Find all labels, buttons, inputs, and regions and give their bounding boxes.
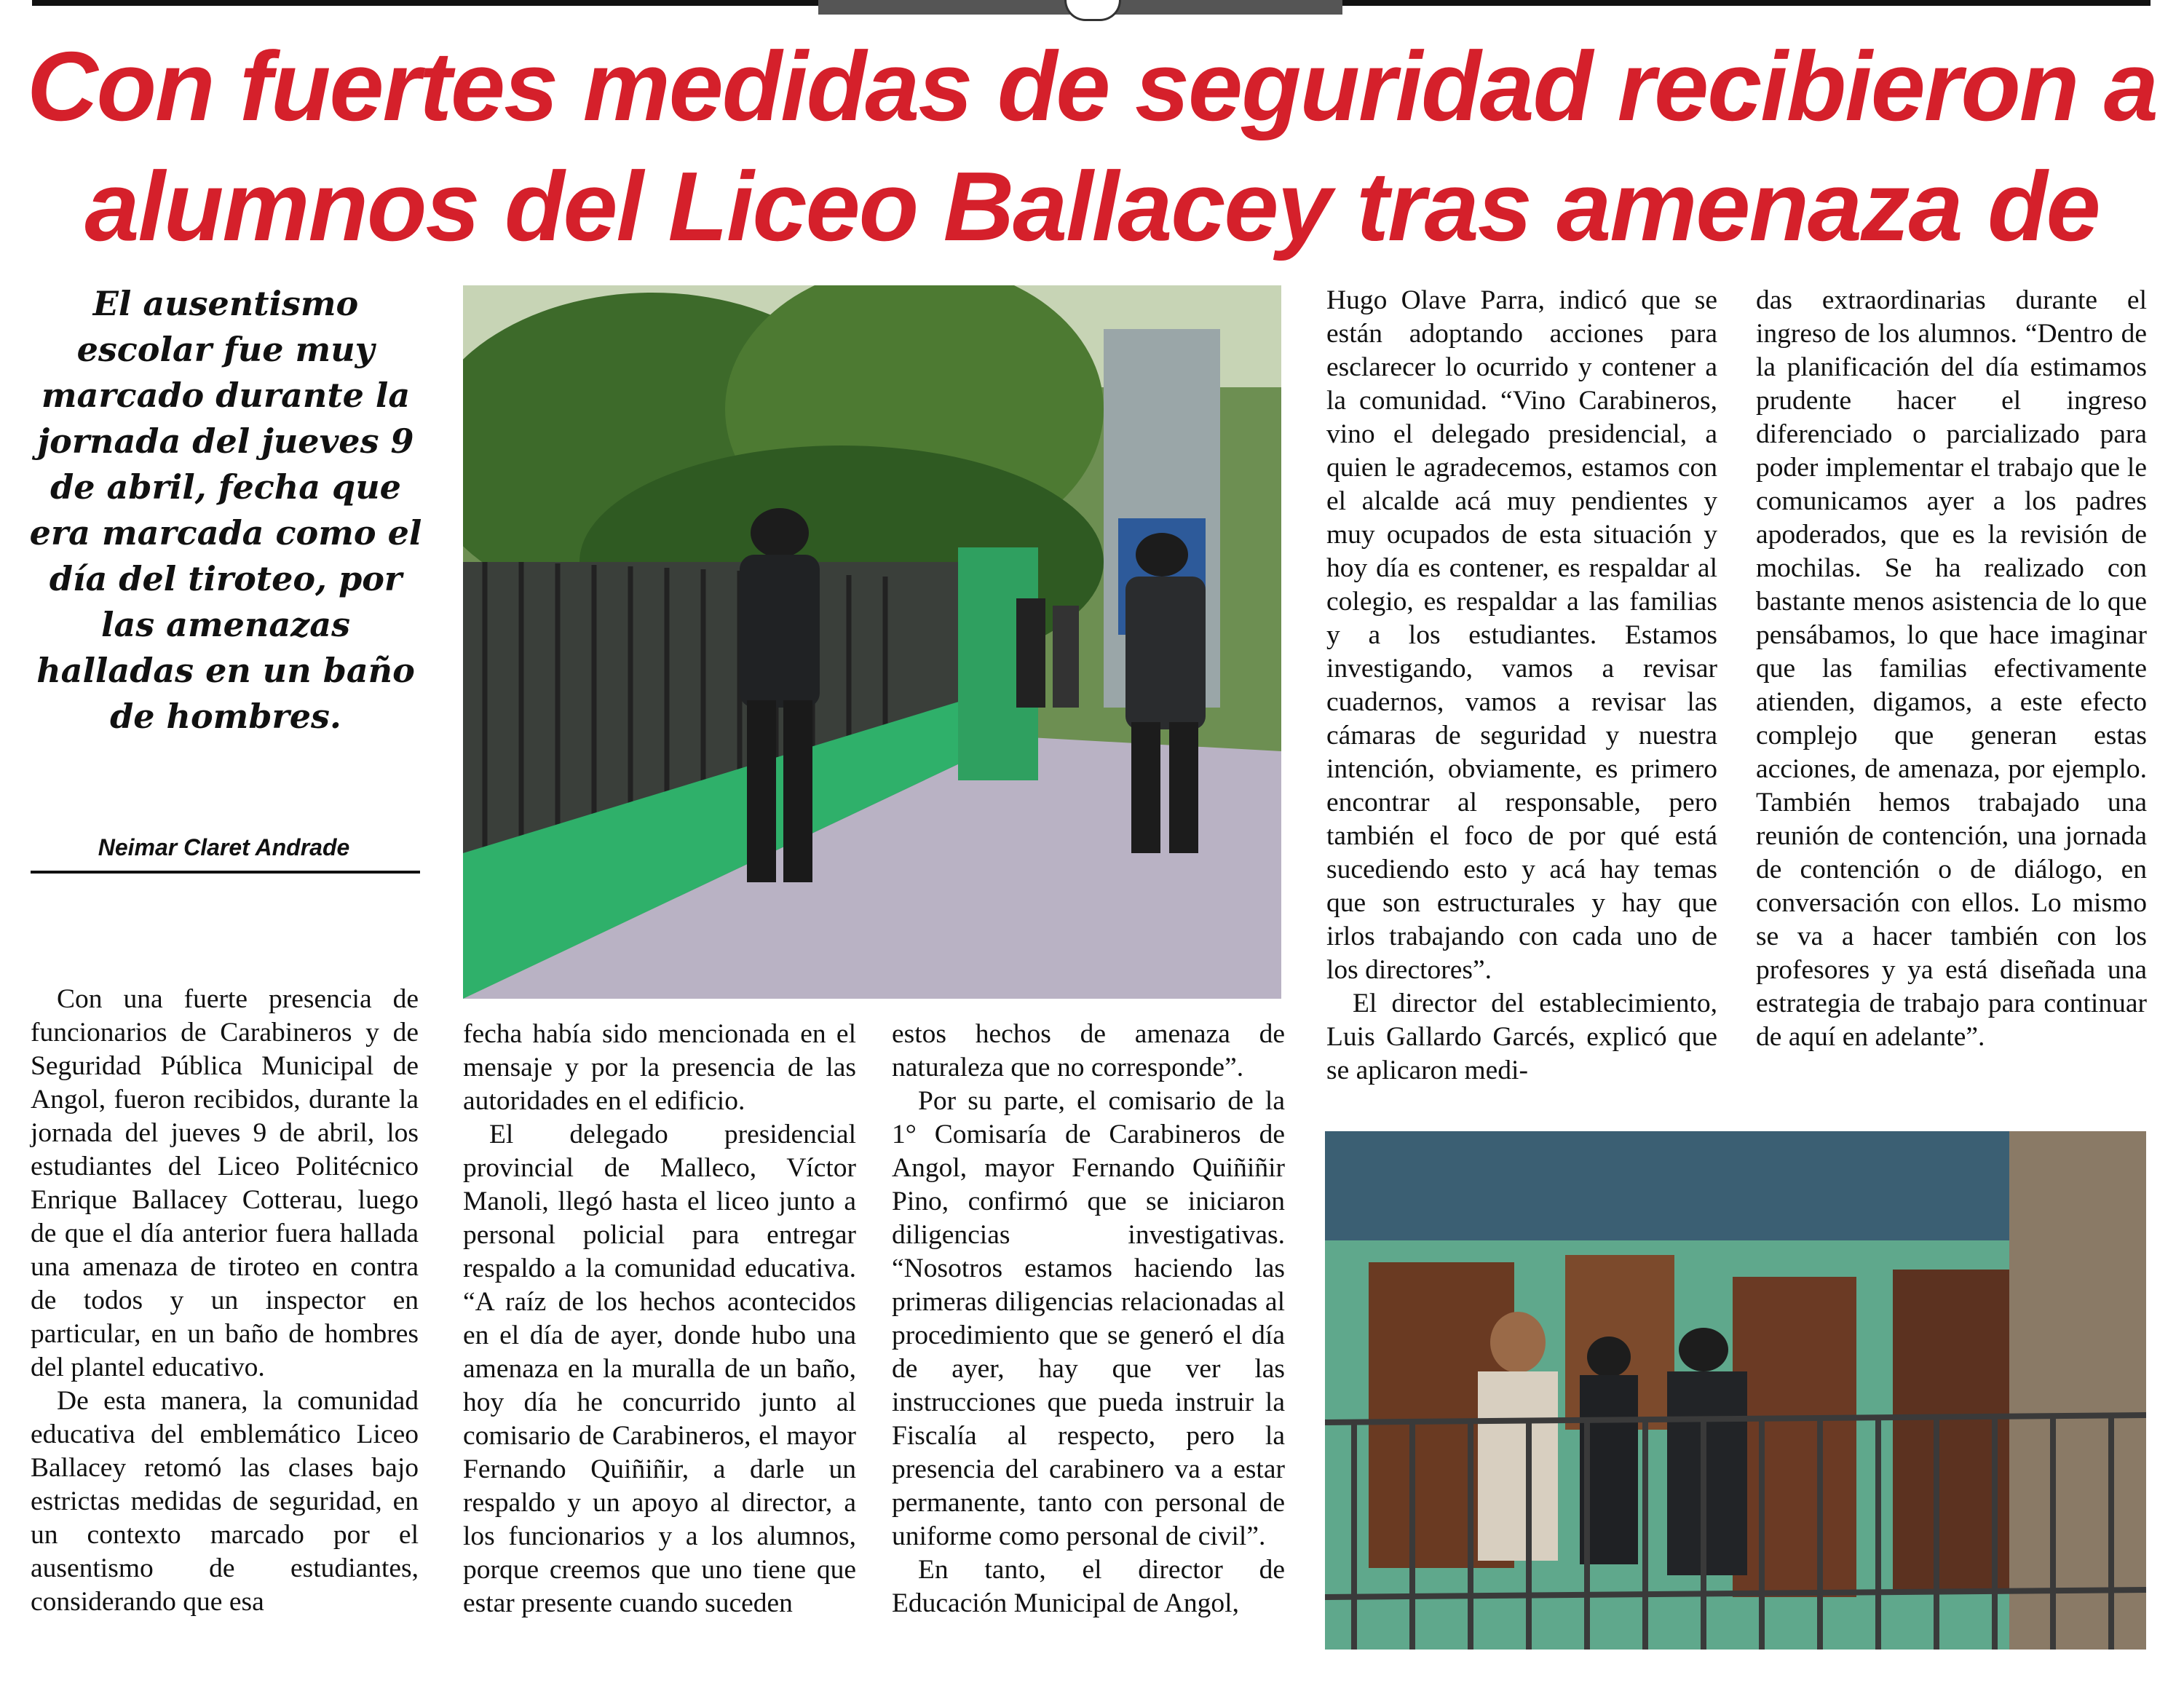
paragraph: fecha había sido mencionada en el mensaje y por la presencia de las autoridades en el edificio.: [463, 1019, 856, 1116]
paragraph: das extraordinarias durante el ingreso de los alumnos. “Dentro de la planificación del día estimamos prudente hacer el ingreso diferenciado o parcializado para poder implementar el trabajo que le comunicamos ayer a los padres apoderados, que es la revisión de mochilas. Se ha realizado con bastante menos asistencia de lo que pensábamos, lo que hace imaginar que las familias efectivamente atienden, digamos, a este efecto complejo que generan estas acciones, de amenaza, por ejemplo. También hemos trabajado una reunión de contención, una jornada de contención o de diálogo, en conversación con ellos. Lo mismo se va a hacer también con los profesores y ya está diseñada una estrategia de trabajo para continuar de aquí en adelante”.: [1756, 285, 2147, 1052]
photo-officers-sidewalk: [463, 285, 1281, 999]
paragraph: El delegado presidencial provincial de Malleco, Víctor Manoli, llegó hasta el liceo junto a personal policial para entregar respaldo a la comunidad educativa. “A raíz de los hechos acontecidos en el día de ayer, donde hubo una amenaza en la muralla de un baño, hoy día he concurrido junto al comisario de Carabineros, el mayor Fernando Quiñiñir, a darle un respaldo y un apoyo al director, a los funcionarios y a los alumnos, porque creemos que uno tiene que estar presente cuando suceden: [463, 1120, 856, 1618]
photo-school-entrance: [1325, 1131, 2146, 1650]
paragraph: Por su parte, el comisario de la 1° Comisaría de Carabineros de Angol, mayor Fernando Quiñiñir Pino, confirmó que se iniciaron diligencias investigativas. “Nosotros estamos haciendo las primeras diligencias relacionadas al procedimiento que se generó el día de ayer, hay que ver las instrucciones que pueda instruir la Fiscalía al respecto, pero la presencia del carabinero va a estar permanente, tanto con personal de uniforme como personal de civil”.: [892, 1086, 1285, 1551]
paragraph: El director del establecimiento, Luis Gallardo Garcés, explicó que se aplicaron medi-: [1326, 989, 1717, 1085]
top-rule-right: [1342, 0, 2151, 6]
newspaper-logo-icon: [1064, 0, 1121, 21]
article-column-4: [1326, 284, 1717, 1088]
paragraph: Con una fuerte presencia de funcionarios de Carabineros y de Seguridad Pública Municipal de Angol, fueron recibidos, durante la jornada del jueves 9 de abril, los estudiantes del Liceo Politécnico Enrique Ballacey Cotterau, luego de que el día anterior fuera hallada una amenaza de tiroteo en contra de todos y un inspector en particular, en un baño de hombres del plantel educativo.: [31, 984, 419, 1382]
headline: Con fuertes medidas de seguridad recibieron a alumnos del Liceo Ballacey tras amenaza de: [27, 31, 2157, 261]
article-column-5: [1756, 284, 2147, 1054]
byline: Neimar Claret Andrade: [98, 834, 350, 860]
paragraph: Hugo Olave Parra, indicó que se están adoptando acciones para esclarecer lo ocurrido y contener a la comunidad. “Vino Carabineros, vino el delegado presidencial, a quien le agradecemos, estamos con el alcalde acá muy pendientes y muy ocupados de esta situación y hoy día es contener, es respaldar al colegio, es respaldar a las familias y a los estudiantes. Estamos investigando, vamos a revisar cuadernos, vamos a revisar las cámaras de seguridad y nuestra intención, obviamente, es primero encontrar al responsable, pero también el foco de por qué está sucediendo esto y acá hay temas que son estructurales y hay que irlos trabajando con cada uno de los directores”.: [1326, 285, 1717, 985]
paragraph: estos hechos de amenaza de naturaleza que no corresponde”.: [892, 1019, 1285, 1082]
byline-rule: [31, 871, 420, 874]
paragraph: De esta manera, la comunidad educativa del emblemático Liceo Ballacey retomó las clases bajo estrictas medidas de seguridad, en un contexto marcado por el ausentismo de estudiantes, considerando que esa: [31, 1386, 419, 1617]
article-column-2: [463, 1018, 856, 1620]
article-column-1: [31, 983, 419, 1619]
top-rule-left: [32, 0, 818, 6]
article-column-3: [892, 1018, 1285, 1620]
deck-summary: El ausentismo escolar fue muy marcado durante la jornada del jueves 9 de abril, fecha que era marcada como el día del tiroteo, por las amenazas halladas en un baño de hombres.: [29, 284, 422, 736]
paragraph: En tanto, el director de Educación Municipal de Angol,: [892, 1555, 1285, 1618]
